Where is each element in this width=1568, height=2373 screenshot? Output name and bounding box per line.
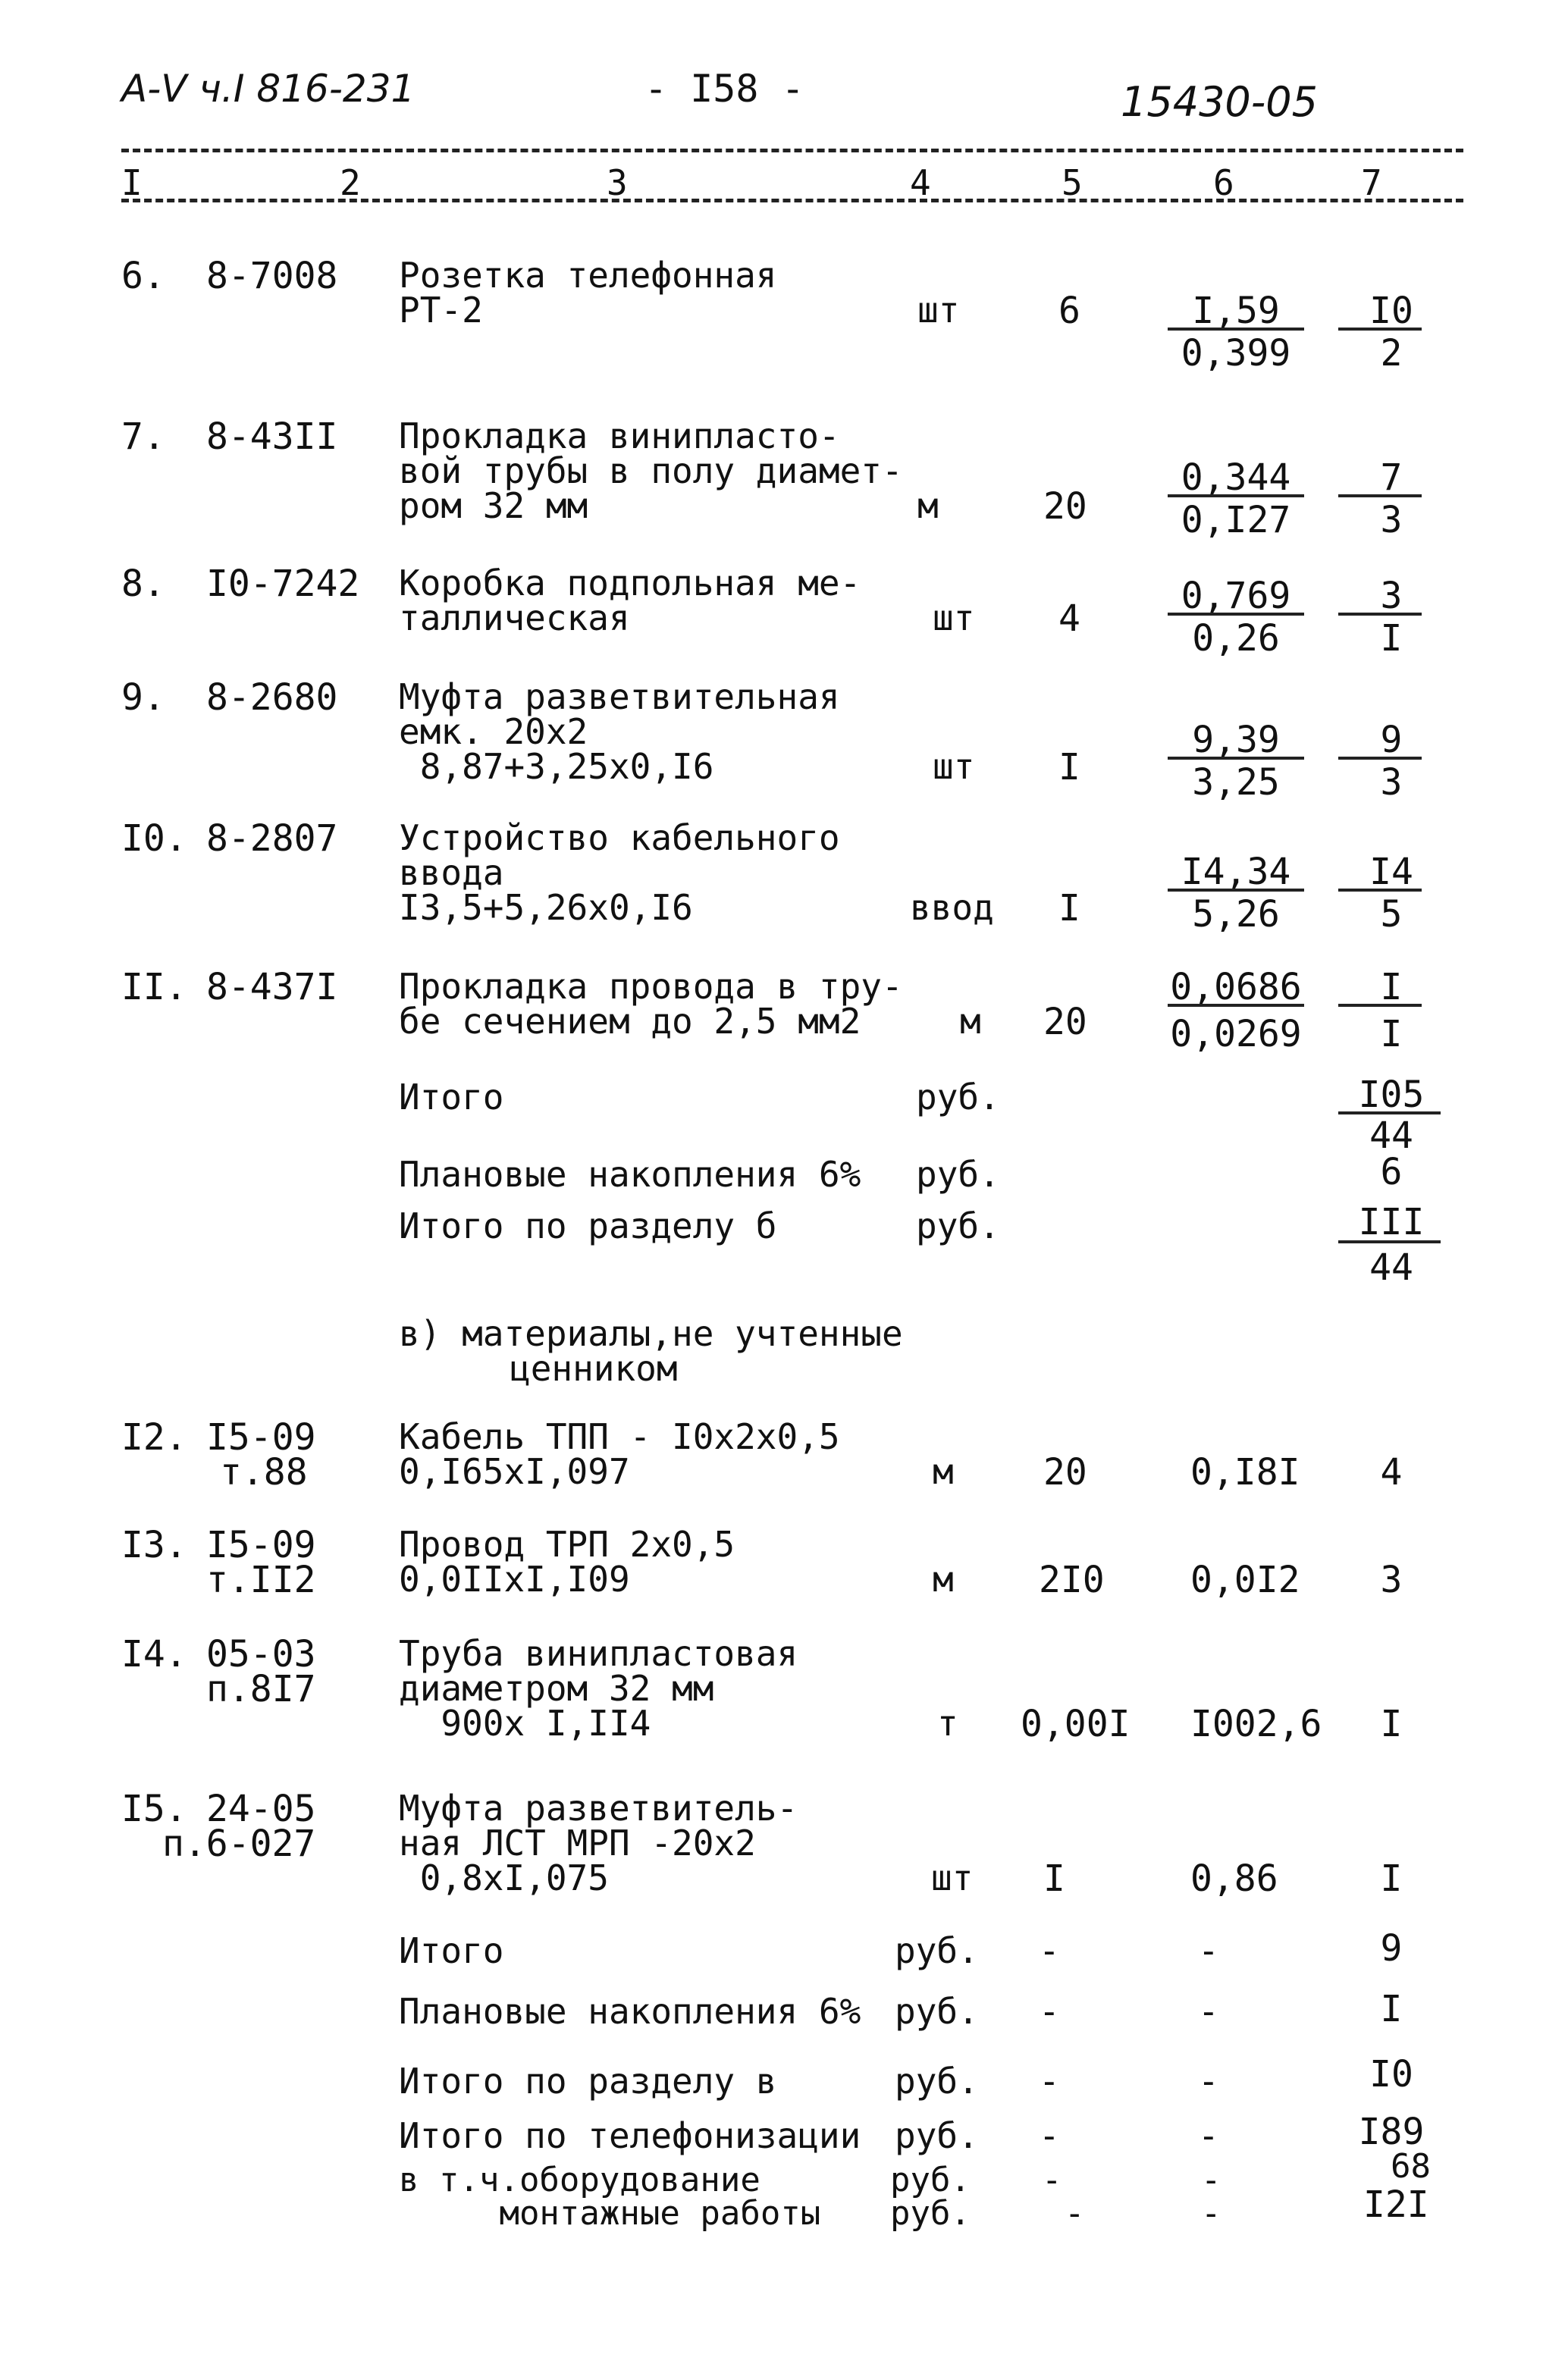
row-desc: бе сечением до 2,5 мм2: [399, 1001, 861, 1042]
row-number: I5.: [121, 1788, 187, 1830]
row-desc: ная ЛСТ МРП -20х2: [399, 1823, 756, 1864]
row-code: I5-09: [206, 1416, 316, 1459]
summary-dash: -: [1039, 2061, 1060, 2102]
row-desc: Муфта разветвитель-: [399, 1788, 798, 1829]
row-code: т.88: [220, 1451, 308, 1494]
summary-dash: -: [1042, 2161, 1062, 2199]
summary-value-bottom: 44: [1369, 1246, 1413, 1289]
total-top: I4: [1369, 851, 1413, 893]
total-top: 7: [1380, 456, 1403, 499]
summary-dash: -: [1198, 2115, 1219, 2156]
price-top: I4,34: [1181, 851, 1291, 893]
row-desc: таллическая: [399, 597, 630, 638]
summary-dash: -: [1198, 1930, 1219, 1971]
summary-value-bottom: 44: [1369, 1114, 1413, 1157]
summary-value: I89: [1358, 2111, 1425, 2153]
summary-dash: -: [1039, 1930, 1060, 1971]
summary-value: I2I: [1363, 2183, 1429, 2226]
row-desc: 0,8хI,075: [399, 1857, 609, 1898]
row-code: 8-43II: [206, 415, 338, 458]
summary-dash: -: [1198, 2061, 1219, 2102]
row-desc: 900х I,II4: [399, 1703, 651, 1744]
col-num-5: 5: [1062, 162, 1083, 203]
price-bottom: 0,399: [1181, 332, 1291, 375]
summary-dash: -: [1039, 2115, 1060, 2156]
col-num-6: 6: [1213, 162, 1234, 203]
summary-value: 6: [1380, 1151, 1403, 1193]
summary-unit: руб.: [916, 1077, 1000, 1118]
fraction-line: [1338, 757, 1422, 760]
row-desc: емк. 20х2: [399, 711, 588, 752]
total-top: I: [1380, 966, 1403, 1008]
row-code: т.II2: [206, 1559, 316, 1601]
row-number: 9.: [121, 676, 165, 719]
row-code: п.8I7: [206, 1668, 316, 1710]
row-desc: Труба винипластовая: [399, 1633, 798, 1674]
row-code: п.6-027: [162, 1823, 316, 1865]
total-bottom: 5: [1380, 893, 1403, 936]
row-unit: шт: [933, 597, 975, 638]
price-bottom: 0,26: [1192, 617, 1280, 660]
total-bottom: 3: [1380, 761, 1403, 804]
row-unit: шт: [931, 1857, 974, 1898]
row-desc: Коробка подпольная ме-: [399, 563, 861, 603]
summary-label: Итого: [399, 1930, 504, 1971]
summary-unit: руб.: [895, 2115, 979, 2156]
row-qty: 20: [1043, 485, 1087, 528]
summary-label: Плановые накопления 6%: [399, 1991, 861, 2032]
row-desc: Провод ТРП 2х0,5: [399, 1524, 735, 1565]
row-code: 05-03: [206, 1633, 316, 1676]
summary-label: в т.ч.оборудование: [399, 2161, 760, 2199]
col-num-4: 4: [910, 162, 931, 203]
row-desc: 0,0IIхI,I09: [399, 1559, 630, 1600]
row-number: 6.: [121, 255, 165, 297]
summary-label: Итого по разделу в: [399, 2061, 777, 2102]
summary-dash: -: [1198, 1991, 1219, 2032]
summary-label: Итого: [399, 1077, 504, 1118]
column-divider: [121, 199, 1463, 202]
row-total: I: [1380, 1857, 1403, 1900]
summary-unit: руб.: [890, 2194, 971, 2233]
row-code: 8-7008: [206, 255, 338, 297]
summary-label: монтажные работы: [399, 2194, 821, 2233]
row-qty: I: [1058, 887, 1080, 929]
col-num-2: 2: [340, 162, 361, 203]
summary-dash: -: [1201, 2161, 1221, 2199]
row-number: II.: [121, 966, 187, 1008]
row-price: 0,I8I: [1190, 1451, 1300, 1494]
row-number: I3.: [121, 1524, 187, 1566]
row-code: 24-05: [206, 1788, 316, 1830]
row-desc: 8,87+3,25х0,I6: [399, 746, 714, 787]
fraction-line: [1168, 613, 1304, 616]
row-qty: 20: [1043, 1001, 1087, 1043]
row-code: I0-7242: [206, 563, 360, 605]
fraction-line: [1168, 889, 1304, 892]
price-top: 9,39: [1192, 719, 1280, 761]
total-bottom: I: [1380, 617, 1403, 660]
price-top: 0,769: [1181, 575, 1291, 617]
row-qty: 4: [1058, 597, 1080, 640]
header-divider: [121, 149, 1463, 152]
summary-value-top: III: [1358, 1201, 1425, 1243]
row-qty: 2I0: [1039, 1559, 1105, 1601]
row-unit: м: [960, 1001, 981, 1042]
row-code: 8-2680: [206, 676, 338, 719]
price-top: 0,344: [1181, 456, 1291, 499]
price-top: 0,0686: [1170, 966, 1302, 1008]
summary-value: I0: [1369, 2053, 1413, 2096]
row-unit: шт: [933, 746, 975, 787]
row-number: I0.: [121, 817, 187, 860]
row-desc: диаметром 32 мм: [399, 1668, 714, 1709]
price-bottom: 3,25: [1192, 761, 1280, 804]
row-number: I2.: [121, 1416, 187, 1459]
row-desc: ввода: [399, 852, 504, 893]
row-unit: м: [933, 1451, 954, 1492]
summary-unit: руб.: [890, 2161, 971, 2199]
summary-value-top: I05: [1358, 1074, 1425, 1116]
row-total: 4: [1380, 1451, 1403, 1494]
fraction-line: [1338, 494, 1422, 497]
row-desc: ром 32 мм: [399, 485, 588, 526]
summary-dash: -: [1065, 2194, 1085, 2233]
row-unit: м: [933, 1559, 954, 1600]
row-price: 0,0I2: [1190, 1559, 1300, 1601]
fraction-line: [1338, 1004, 1422, 1007]
row-number: I4.: [121, 1633, 187, 1676]
total-bottom: 2: [1380, 332, 1403, 375]
row-total: I: [1380, 1703, 1403, 1745]
fraction-line: [1168, 757, 1304, 760]
fraction-line: [1168, 328, 1304, 331]
row-desc: Розетка телефонная: [399, 255, 777, 296]
document-code: А-V ч.I 816-231: [121, 67, 416, 111]
col-num-3: 3: [607, 162, 628, 203]
total-bottom: 3: [1380, 499, 1403, 541]
summary-dash: -: [1201, 2194, 1221, 2233]
total-top: 3: [1380, 575, 1403, 617]
row-code: I5-09: [206, 1524, 316, 1566]
fraction-line: [1338, 889, 1422, 892]
row-price: I002,6: [1190, 1703, 1322, 1745]
row-desc: Муфта разветвительная: [399, 676, 840, 717]
total-bottom: I: [1380, 1013, 1403, 1055]
row-qty: I: [1043, 1857, 1065, 1900]
col-num-7: 7: [1361, 162, 1382, 203]
fraction-line: [1338, 613, 1422, 616]
row-number: 7.: [121, 415, 165, 458]
total-top: 9: [1380, 719, 1403, 761]
price-top: I,59: [1192, 290, 1280, 332]
row-desc: Прокладка винипласто-: [399, 415, 840, 456]
row-desc: РТ-2: [399, 290, 483, 331]
row-qty: 20: [1043, 1451, 1087, 1494]
fraction-line: [1168, 494, 1304, 497]
row-unit: т: [937, 1703, 958, 1744]
row-desc: Устройство кабельного: [399, 817, 840, 858]
row-qty: 0,00I: [1021, 1703, 1131, 1745]
price-bottom: 5,26: [1192, 893, 1280, 936]
fraction-line: [1338, 328, 1422, 331]
fraction-line: [1338, 1240, 1441, 1243]
project-number: 15430-05: [1121, 78, 1318, 126]
section-heading: ценником: [510, 1348, 678, 1389]
row-unit: ввод: [910, 887, 994, 928]
summary-label: Итого по разделу б: [399, 1205, 777, 1246]
row-total: 3: [1380, 1559, 1403, 1601]
summary-value: I: [1380, 1988, 1403, 2030]
summary-value: 68: [1391, 2147, 1431, 2186]
row-desc: Кабель ТПП - I0х2х0,5: [399, 1416, 840, 1457]
summary-unit: руб.: [895, 1991, 979, 2032]
row-desc: 0,I65хI,097: [399, 1451, 630, 1492]
total-top: I0: [1369, 290, 1413, 332]
price-bottom: 0,I27: [1181, 499, 1291, 541]
row-qty: 6: [1058, 290, 1080, 332]
row-unit: шт: [917, 290, 960, 331]
summary-value: 9: [1380, 1927, 1403, 1970]
summary-unit: руб.: [895, 1930, 979, 1971]
row-code: 8-437I: [206, 966, 338, 1008]
summary-label: Итого по телефонизации: [399, 2115, 861, 2156]
row-desc: I3,5+5,26х0,I6: [399, 887, 693, 928]
summary-dash: -: [1039, 1991, 1060, 2032]
row-desc: вой трубы в полу диамет-: [399, 450, 903, 491]
col-num-1: I: [121, 162, 143, 203]
row-desc: Прокладка провода в тру-: [399, 966, 903, 1007]
row-unit: м: [917, 485, 939, 526]
summary-unit: руб.: [916, 1205, 1000, 1246]
row-number: 8.: [121, 563, 165, 605]
summary-unit: руб.: [895, 2061, 979, 2102]
row-code: 8-2807: [206, 817, 338, 860]
row-price: 0,86: [1190, 1857, 1278, 1900]
summary-unit: руб.: [916, 1154, 1000, 1195]
page-number: - I58 -: [644, 67, 804, 111]
row-qty: I: [1058, 746, 1080, 788]
section-heading: в) материалы,не учтенные: [399, 1313, 903, 1354]
fraction-line: [1168, 1004, 1304, 1007]
price-bottom: 0,0269: [1170, 1013, 1302, 1055]
summary-label: Плановые накопления 6%: [399, 1154, 861, 1195]
